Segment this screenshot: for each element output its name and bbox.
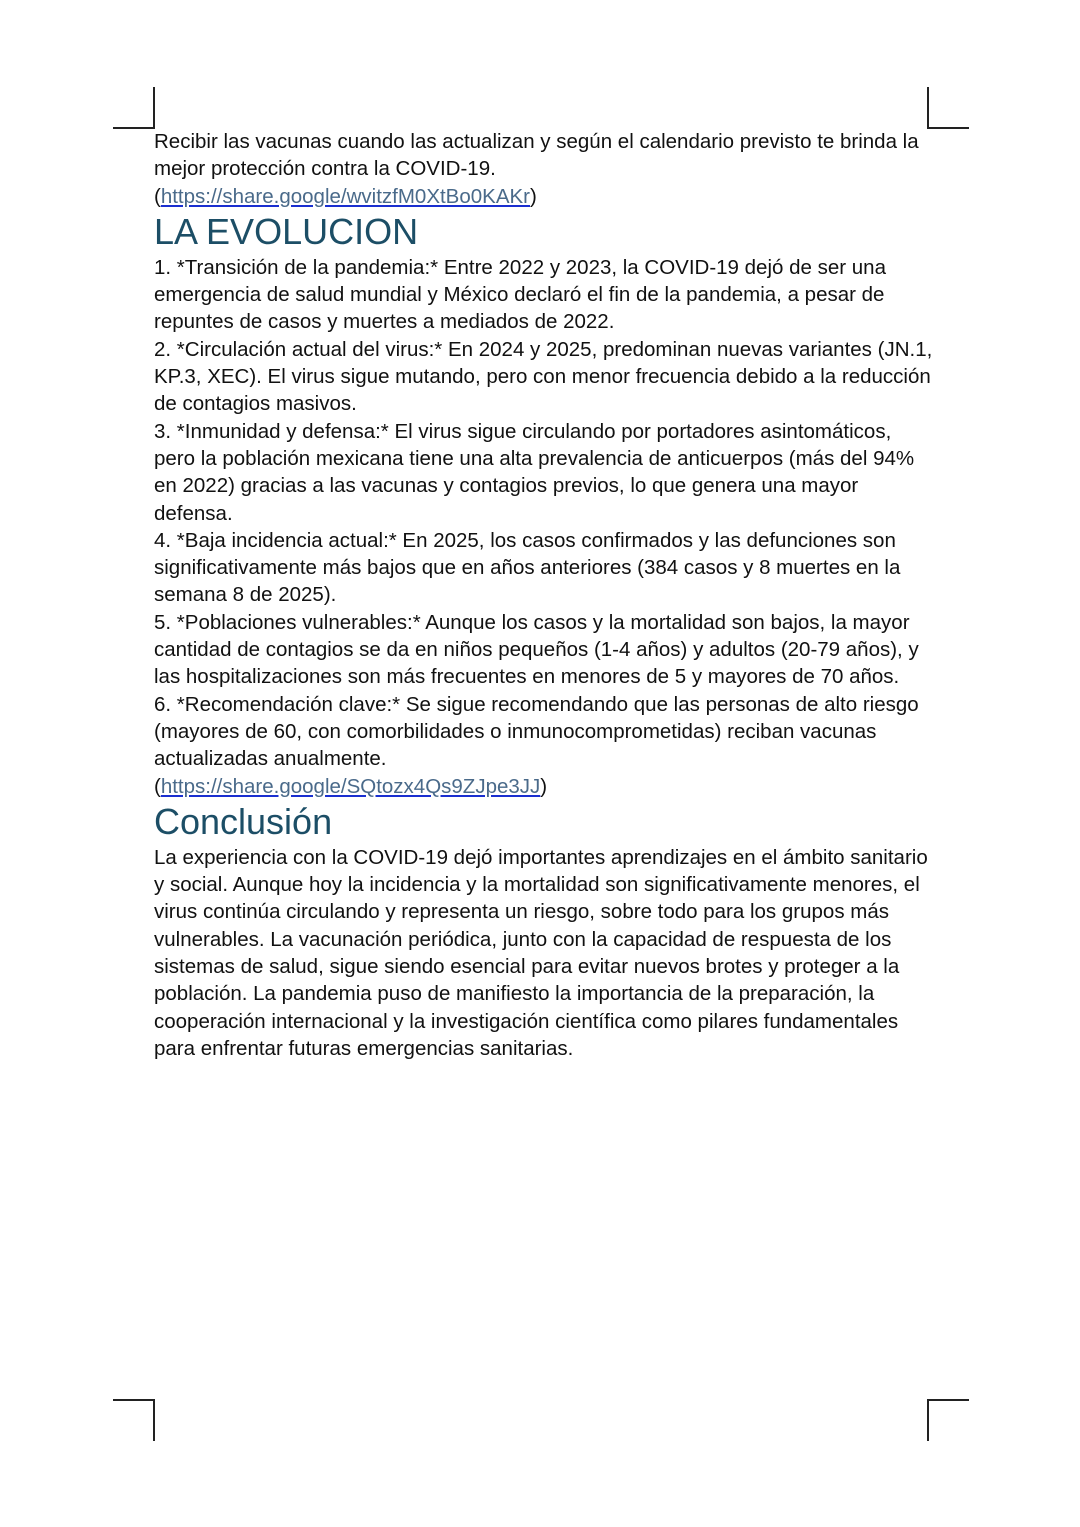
document-body xyxy=(154,128,934,1062)
evolucion-item-3: 3. *Inmunidad y defensa:* El virus sigue circulando por portadores asintomáticos, pero la población mexicana tiene una alta prevalencia de anticuerpos (más del 94% en 2022) gracias a las vacunas y contagios previos, lo que genera una mayor defensa. xyxy=(154,419,915,525)
heading-conclusion: Conclusión xyxy=(154,800,333,842)
paren-close: ) xyxy=(540,774,548,798)
heading-evolucion: LA EVOLUCION xyxy=(154,210,419,252)
evolucion-source xyxy=(154,773,934,800)
crop-mark-top-right xyxy=(927,87,969,129)
paren-open: ( xyxy=(154,184,161,208)
evolucion-item-2: 2. *Circulación actual del virus:* En 2024 y 2025, predominan nuevas variantes (JN.1, KP.3, XEC). El virus sigue mutando, pero con menor frecuencia debido a la reducción de contagios masivos. xyxy=(154,337,933,416)
crop-mark-bottom-left xyxy=(113,1399,155,1441)
paren-close: ) xyxy=(530,184,537,208)
crop-mark-top-left xyxy=(113,87,155,129)
intro-source-link[interactable]: https://share.google/wvitzfM0XtBo0KAKr xyxy=(160,184,531,208)
crop-mark-bottom-right xyxy=(927,1399,969,1441)
paren-open: ( xyxy=(154,774,161,798)
intro-paragraph: Recibir las vacunas cuando las actualizan y según el calendario previsto te brinda la mejor protección contra la COVID-19. xyxy=(154,130,919,181)
evolucion-source-link[interactable]: https://share.google/SQtozx4Qs9ZJpe3JJ xyxy=(160,774,541,798)
conclusion-paragraph: La experiencia con la COVID-19 dejó importantes aprendizajes en el ámbito sanitario y social. Aunque hoy la incidencia y la mortalidad son significativamente menores, el virus continúa circulando y representa un riesgo, sobre todo para los grupos más vulnerables. La vacunación periódica, junto con la capacidad de respuesta de los sistemas de salud, sigue siendo esencial para evitar nuevos brotes y proteger a la población. La pandemia puso de manifiesto la importancia de la preparación, la cooperación internacional y la investigación científica como pilares fundamentales para enfrentar futuras emergencias sanitarias. xyxy=(154,845,928,1060)
evolucion-item-1: 1. *Transición de la pandemia:* Entre 2022 y 2023, la COVID-19 dejó de ser una emergencia de salud mundial y México declaró el fin de la pandemia, a pesar de repuntes de casos y muertes a mediados de 2022. xyxy=(154,255,886,334)
evolucion-item-5: 5. *Poblaciones vulnerables:* Aunque los casos y la mortalidad son bajos, la mayor cantidad de contagios se da en niños pequeños (1-4 años) y adultos (20-79 años), y las hospitalizaciones son más frecuentes en menores de 5 y mayores de 70 años. xyxy=(154,610,919,689)
evolucion-item-4: 4. *Baja incidencia actual:* En 2025, los casos confirmados y las defunciones son significativamente más bajos que en años anteriores (384 casos y 8 muertes en la semana 8 de 2025). xyxy=(154,528,901,607)
intro-source xyxy=(154,183,934,210)
evolucion-item-6: 6. *Recomendación clave:* Se sigue recomendando que las personas de alto riesgo (mayores de 60, con comorbilidades o inmunocomprometidas) reciban vacunas actualizadas anualmente. xyxy=(154,692,919,771)
